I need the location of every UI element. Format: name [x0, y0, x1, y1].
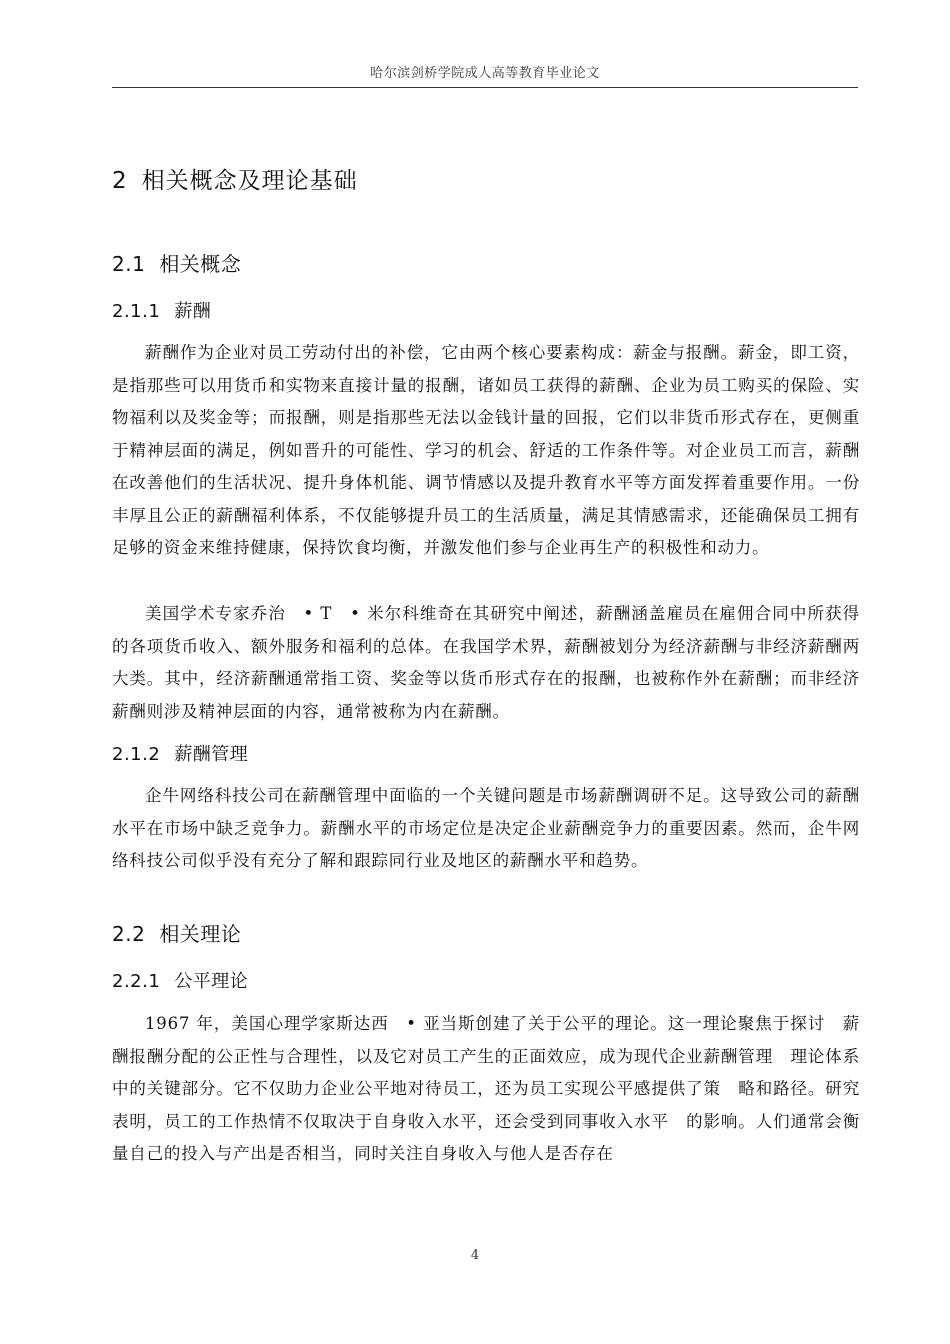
subsection-number: 2.2.1 [112, 971, 161, 992]
body-paragraph: 美国学术专家乔治 • T • 米尔科维奇在其研究中阐述，薪酬涵盖雇员在雇佣合同中所获得的各项货币收入、额外服务和福利的总体。在我国学术界，薪酬被划分为经济薪酬与非经济薪酬两大类。其中，经济薪酬通常指工资、奖金等以货币形式存在的报酬，也被称作外在薪酬；而非经济薪酬则涉及精神层面的内容，通常被称为内在薪酬。 [112, 604, 860, 721]
section-heading-2-2 [112, 918, 241, 947]
chapter-heading [112, 162, 358, 195]
body-paragraph: 企牛网络科技公司在薪酬管理中面临的一个关键问题是市场薪酬调研不足。这导致公司的薪酬水平在市场中缺乏竞争力。薪酬水平的市场定位是决定企业薪酬竞争力的重要因素。然而，企牛网络科技公司似乎没有充分了解和跟踪同行业及地区的薪酬水平和趋势。 [112, 786, 860, 870]
running-header: 哈尔滨剑桥学院成人高等教育毕业论文 [370, 66, 600, 81]
chapter-title: 相关概念及理论基础 [141, 168, 358, 194]
section-heading-2-1 [112, 248, 241, 277]
subsection-number: 2.1.1 [112, 301, 161, 322]
section-title: 相关理论 [159, 922, 242, 946]
header-divider [112, 87, 858, 88]
subsection-title: 公平理论 [174, 971, 249, 992]
subsection-heading-2-1-2 [112, 740, 248, 766]
body-paragraph: 薪酬作为企业对员工劳动付出的补偿，它由两个核心要素构成：薪金与报酬。薪金，即工资，是指那些可以用货币和实物来直接计量的报酬，诸如员工获得的薪酬、企业为员工购买的保险、实物福利以及奖金等；而报酬，则是指那些无法以金钱计量的回报，它们以非货币形式存在，更侧重于精神层面的满足，例如晋升的可能性、学习的机会、舒适的工作条件等。对企业员工而言，薪酬在改善他们的生活状况、提升身体机能、调节情感以及提升教育水平等方面发挥着重要作用。一份丰厚且公正的薪酬福利体系，不仅能够提升员工的生活质量，满足其情感需求，还能确保员工拥有足够的资金来维持健康，保持饮食均衡，并激发他们参与企业再生产的积极性和动力。 [112, 343, 860, 557]
body-paragraph: 1967 年，美国心理学家斯达西 • 亚当斯创建了关于公平的理论。这一理论聚焦于探讨 薪酬报酬分配的公正性与合理性，以及它对员工产生的正面效应，成为现代企业薪酬管理 理论体系中的关键部分。它不仅助力企业公平地对待员工，还为员工实现公平感提供了策 略和路径。研究表明，员工的工作热情不仅取决于自身收入水平，还会受到同事收入水平 的影响。人们通常会衡量自己的投入与产出是否相当，同时关注自身收入与他人是否存在 [112, 1014, 860, 1163]
section-number: 2.1 [112, 252, 146, 276]
chapter-number: 2 [112, 168, 128, 194]
section-number: 2.2 [112, 922, 146, 946]
section-title: 相关概念 [159, 252, 242, 276]
subsection-title: 薪酬 [174, 301, 212, 322]
subsection-heading-2-2-1 [112, 967, 248, 993]
subsection-heading-2-1-1 [112, 297, 211, 323]
page-number: 4 [470, 1248, 480, 1263]
subsection-title: 薪酬管理 [174, 744, 249, 765]
subsection-number: 2.1.2 [112, 744, 161, 765]
